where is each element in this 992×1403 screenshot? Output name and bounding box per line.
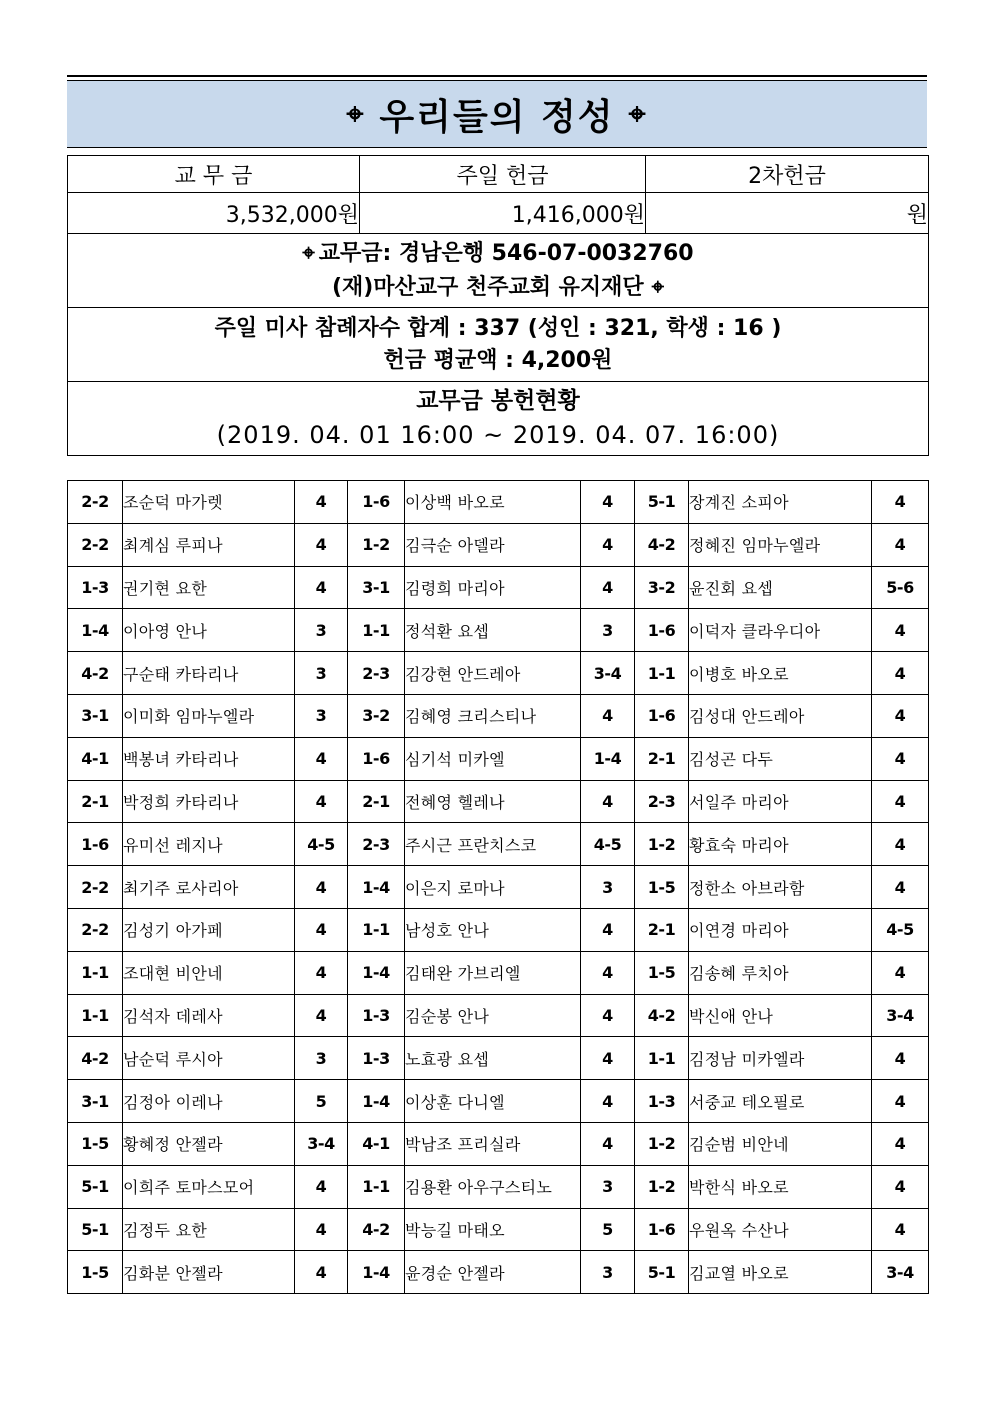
donor-name-cell: 김순봉 안나	[405, 994, 581, 1037]
dues-count-cell: 4	[581, 1122, 635, 1165]
district-cell: 1-5	[635, 866, 689, 909]
donor-name-cell: 이상훈 다니엘	[405, 1080, 581, 1123]
district-cell: 2-2	[68, 523, 123, 566]
page-title-bar	[67, 80, 927, 148]
district-cell: 4-1	[348, 1122, 405, 1165]
status-row	[68, 382, 929, 456]
district-cell: 4-1	[68, 737, 123, 780]
dues-count-cell: 4	[295, 737, 348, 780]
dues-count-cell: 3-4	[872, 1251, 929, 1294]
donor-name-cell: 전혜영 헬레나	[405, 780, 581, 823]
account-row	[68, 234, 929, 308]
value-sunday-offering: 1,416,000원	[360, 193, 646, 234]
district-cell: 3-2	[348, 694, 405, 737]
district-cell: 1-3	[348, 1037, 405, 1080]
dues-count-cell: 4	[295, 1251, 348, 1294]
dues-count-cell: 4	[295, 994, 348, 1037]
donor-name-cell: 김성기 아가페	[123, 908, 295, 951]
district-cell: 1-1	[635, 652, 689, 695]
cross-icon: ⌖	[346, 96, 366, 132]
dues-count-cell: 4	[295, 566, 348, 609]
dues-count-cell: 4-5	[581, 823, 635, 866]
table-row	[68, 908, 929, 951]
dues-count-cell: 3-4	[581, 652, 635, 695]
dues-count-cell: 4	[872, 1037, 929, 1080]
dues-count-cell: 4	[581, 481, 635, 524]
dues-count-cell: 4	[581, 908, 635, 951]
district-cell: 1-2	[348, 523, 405, 566]
dues-count-cell: 4	[872, 780, 929, 823]
dues-count-cell: 4	[295, 481, 348, 524]
donor-name-cell: 최계심 루피나	[123, 523, 295, 566]
donor-name-cell: 김용환 아우구스티노	[405, 1165, 581, 1208]
summary-header-row	[68, 156, 929, 193]
district-cell: 1-6	[635, 694, 689, 737]
dues-count-cell: 5-6	[872, 566, 929, 609]
district-cell: 3-1	[68, 1080, 123, 1123]
dues-count-cell: 4	[872, 823, 929, 866]
donor-name-cell: 박능길 마태오	[405, 1208, 581, 1251]
dues-count-cell: 4	[581, 523, 635, 566]
bank-account-line: 교무금: 경남은행 546-07-0032760	[318, 240, 694, 266]
table-row	[68, 994, 929, 1037]
attendance-row	[68, 308, 929, 382]
dues-count-cell: 4	[295, 523, 348, 566]
donor-name-cell: 조대현 비안네	[123, 951, 295, 994]
dues-count-cell: 4	[872, 652, 929, 695]
cross-icon: ⌖	[302, 240, 315, 266]
dues-count-cell: 4	[581, 780, 635, 823]
dues-count-cell: 4	[872, 951, 929, 994]
dues-count-cell: 4	[872, 481, 929, 524]
district-cell: 2-1	[68, 780, 123, 823]
district-cell: 5-1	[635, 481, 689, 524]
donor-name-cell: 서일주 마리아	[689, 780, 872, 823]
dues-count-cell: 3-4	[295, 1122, 348, 1165]
donor-name-cell: 이덕자 클라우디아	[689, 609, 872, 652]
dues-donor-table	[67, 480, 929, 1294]
donor-name-cell: 백봉녀 카타리나	[123, 737, 295, 780]
dues-count-cell: 5	[581, 1208, 635, 1251]
donor-name-cell: 서중교 테오필로	[689, 1080, 872, 1123]
district-cell: 1-1	[348, 1165, 405, 1208]
status-title: 교무금 봉헌현황	[416, 388, 580, 414]
header-church-dues: 교 무 금	[68, 156, 360, 193]
district-cell: 1-5	[68, 1122, 123, 1165]
district-cell: 1-5	[68, 1251, 123, 1294]
table-row	[68, 1251, 929, 1294]
dues-count-cell: 3	[295, 652, 348, 695]
table-row	[68, 652, 929, 695]
donor-name-cell: 윤경순 안젤라	[405, 1251, 581, 1294]
district-cell: 4-2	[68, 1037, 123, 1080]
district-cell: 1-3	[68, 566, 123, 609]
donor-name-cell: 이미화 임마누엘라	[123, 694, 295, 737]
donor-name-cell: 김송혜 루치아	[689, 951, 872, 994]
district-cell: 1-3	[348, 994, 405, 1037]
offering-summary-table	[67, 155, 929, 456]
donor-name-cell: 이연경 마리아	[689, 908, 872, 951]
dues-count-cell: 3	[295, 1037, 348, 1080]
donor-name-cell: 박한식 바오로	[689, 1165, 872, 1208]
district-cell: 4-2	[635, 994, 689, 1037]
donor-name-cell: 조순덕 마가렛	[123, 481, 295, 524]
donor-name-cell: 윤진회 요셉	[689, 566, 872, 609]
donor-name-cell: 심기석 미카엘	[405, 737, 581, 780]
table-row	[68, 1165, 929, 1208]
table-row	[68, 609, 929, 652]
foundation-name: (재)마산교구 천주교회 유지재단	[331, 274, 644, 300]
dues-count-cell: 4	[295, 908, 348, 951]
table-row	[68, 481, 929, 524]
header-sunday-offering: 주일 헌금	[360, 156, 646, 193]
attendance-info	[68, 308, 929, 382]
donor-name-cell: 김화분 안젤라	[123, 1251, 295, 1294]
dues-count-cell: 3	[295, 694, 348, 737]
dues-count-cell: 4	[872, 523, 929, 566]
donor-name-cell: 구순태 카타리나	[123, 652, 295, 695]
table-row	[68, 694, 929, 737]
donor-name-cell: 김교열 바오로	[689, 1251, 872, 1294]
donor-name-cell: 김극순 아델라	[405, 523, 581, 566]
dues-count-cell: 4	[872, 1208, 929, 1251]
district-cell: 1-4	[348, 1080, 405, 1123]
district-cell: 2-2	[68, 481, 123, 524]
district-cell: 2-2	[68, 866, 123, 909]
district-cell: 2-3	[348, 652, 405, 695]
donor-name-cell: 김성곤 다두	[689, 737, 872, 780]
donor-name-cell: 최기주 로사리아	[123, 866, 295, 909]
donor-name-cell: 이상백 바오로	[405, 481, 581, 524]
value-second-collection: 원	[646, 193, 929, 234]
dues-count-cell: 4-5	[295, 823, 348, 866]
donor-name-cell: 김정두 요한	[123, 1208, 295, 1251]
donor-name-cell: 이병호 바오로	[689, 652, 872, 695]
district-cell: 1-2	[635, 823, 689, 866]
donor-name-cell: 정한소 아브라함	[689, 866, 872, 909]
district-cell: 1-1	[68, 994, 123, 1037]
dues-count-cell: 4	[295, 1208, 348, 1251]
district-cell: 2-1	[348, 780, 405, 823]
district-cell: 4-2	[68, 652, 123, 695]
district-cell: 3-2	[635, 566, 689, 609]
district-cell: 3-1	[68, 694, 123, 737]
dues-count-cell: 4	[872, 1165, 929, 1208]
donor-name-cell: 장계진 소피아	[689, 481, 872, 524]
dues-count-cell: 4	[872, 1122, 929, 1165]
dues-count-cell: 4	[872, 609, 929, 652]
summary-value-row	[68, 193, 929, 234]
dues-count-cell: 4	[295, 951, 348, 994]
donor-name-cell: 김정남 미카엘라	[689, 1037, 872, 1080]
dues-count-cell: 4	[581, 566, 635, 609]
district-cell: 5-1	[68, 1208, 123, 1251]
district-cell: 1-3	[635, 1080, 689, 1123]
page-title: 우리들의 정성	[379, 96, 615, 138]
donor-name-cell: 김석자 데레사	[123, 994, 295, 1037]
donor-name-cell: 김성대 안드레아	[689, 694, 872, 737]
donor-name-cell: 주시근 프란치스코	[405, 823, 581, 866]
district-cell: 2-2	[68, 908, 123, 951]
district-cell: 4-2	[635, 523, 689, 566]
offering-average: 헌금 평균액 : 4,200원	[383, 347, 613, 373]
donor-name-cell: 유미선 레지나	[123, 823, 295, 866]
dues-count-cell: 4	[581, 1080, 635, 1123]
donor-name-cell: 이은지 로마나	[405, 866, 581, 909]
donor-name-cell: 김령희 마리아	[405, 566, 581, 609]
table-row	[68, 737, 929, 780]
top-rule	[67, 75, 927, 77]
table-row	[68, 1037, 929, 1080]
district-cell: 1-1	[348, 609, 405, 652]
table-row	[68, 780, 929, 823]
district-cell: 1-2	[635, 1122, 689, 1165]
dues-count-cell: 4	[295, 780, 348, 823]
cross-icon: ⌖	[628, 96, 648, 132]
donor-name-cell: 황효숙 마리아	[689, 823, 872, 866]
bank-account-info	[68, 234, 929, 308]
dues-count-cell: 4	[872, 1080, 929, 1123]
dues-count-cell: 4-5	[872, 908, 929, 951]
district-cell: 1-1	[635, 1037, 689, 1080]
donor-name-cell: 이아영 안나	[123, 609, 295, 652]
district-cell: 1-6	[348, 481, 405, 524]
dues-count-cell: 4	[872, 866, 929, 909]
table-row	[68, 1208, 929, 1251]
district-cell: 1-5	[635, 951, 689, 994]
district-cell: 5-1	[635, 1251, 689, 1294]
donor-name-cell: 권기현 요한	[123, 566, 295, 609]
attendance-total: 주일 미사 참례자수 합계 : 337 (성인 : 321, 학생 : 16 )	[214, 315, 782, 341]
dues-count-cell: 4	[581, 694, 635, 737]
donor-name-cell: 이희주 토마스모어	[123, 1165, 295, 1208]
dues-count-cell: 3	[581, 1251, 635, 1294]
dues-count-cell: 3	[295, 609, 348, 652]
district-cell: 1-4	[348, 1251, 405, 1294]
donor-name-cell: 우원옥 수산나	[689, 1208, 872, 1251]
table-row	[68, 523, 929, 566]
value-church-dues: 3,532,000원	[68, 193, 360, 234]
donor-name-cell: 김태완 가브리엘	[405, 951, 581, 994]
table-row	[68, 951, 929, 994]
district-cell: 1-4	[348, 866, 405, 909]
dues-count-cell: 4	[872, 737, 929, 780]
table-row	[68, 866, 929, 909]
dues-count-cell: 3	[581, 866, 635, 909]
table-row	[68, 1080, 929, 1123]
cross-icon: ⌖	[651, 274, 665, 300]
table-row	[68, 823, 929, 866]
district-cell: 1-6	[348, 737, 405, 780]
donor-name-cell: 김혜영 크리스티나	[405, 694, 581, 737]
district-cell: 1-4	[348, 951, 405, 994]
district-cell: 2-1	[635, 737, 689, 780]
donor-name-cell: 박남조 프리실라	[405, 1122, 581, 1165]
dues-count-cell: 5	[295, 1080, 348, 1123]
table-row	[68, 1122, 929, 1165]
dues-count-cell: 3	[581, 609, 635, 652]
dues-count-cell: 4	[581, 1037, 635, 1080]
district-cell: 4-2	[348, 1208, 405, 1251]
district-cell: 1-2	[635, 1165, 689, 1208]
donor-name-cell: 김정아 이레나	[123, 1080, 295, 1123]
donor-name-cell: 남순덕 루시아	[123, 1037, 295, 1080]
dues-count-cell: 3	[581, 1165, 635, 1208]
dues-count-cell: 3-4	[872, 994, 929, 1037]
district-cell: 2-1	[635, 908, 689, 951]
donor-name-cell: 남성호 안나	[405, 908, 581, 951]
district-cell: 1-1	[348, 908, 405, 951]
donor-name-cell: 김강현 안드레아	[405, 652, 581, 695]
district-cell: 2-3	[635, 780, 689, 823]
district-cell: 5-1	[68, 1165, 123, 1208]
district-cell: 1-4	[68, 609, 123, 652]
dues-count-cell: 4	[581, 951, 635, 994]
dues-count-cell: 1-4	[581, 737, 635, 780]
district-cell: 1-6	[635, 1208, 689, 1251]
donor-name-cell: 정혜진 임마누엘라	[689, 523, 872, 566]
donor-name-cell: 김순범 비안네	[689, 1122, 872, 1165]
dues-status-heading	[68, 382, 929, 456]
district-cell: 1-1	[68, 951, 123, 994]
district-cell: 1-6	[635, 609, 689, 652]
donor-name-cell: 정석환 요셉	[405, 609, 581, 652]
dues-count-cell: 4	[872, 694, 929, 737]
district-cell: 3-1	[348, 566, 405, 609]
district-cell: 2-3	[348, 823, 405, 866]
dues-count-cell: 4	[581, 994, 635, 1037]
donor-name-cell: 황혜정 안젤라	[123, 1122, 295, 1165]
donor-name-cell: 박정희 카타리나	[123, 780, 295, 823]
status-period: (2019. 04. 01 16:00 ~ 2019. 04. 07. 16:00)	[216, 421, 780, 449]
dues-count-cell: 4	[295, 1165, 348, 1208]
donor-name-cell: 박신애 안나	[689, 994, 872, 1037]
donor-name-cell: 노효광 요셉	[405, 1037, 581, 1080]
header-second-collection: 2차헌금	[646, 156, 929, 193]
dues-count-cell: 4	[295, 866, 348, 909]
table-row	[68, 566, 929, 609]
district-cell: 1-6	[68, 823, 123, 866]
